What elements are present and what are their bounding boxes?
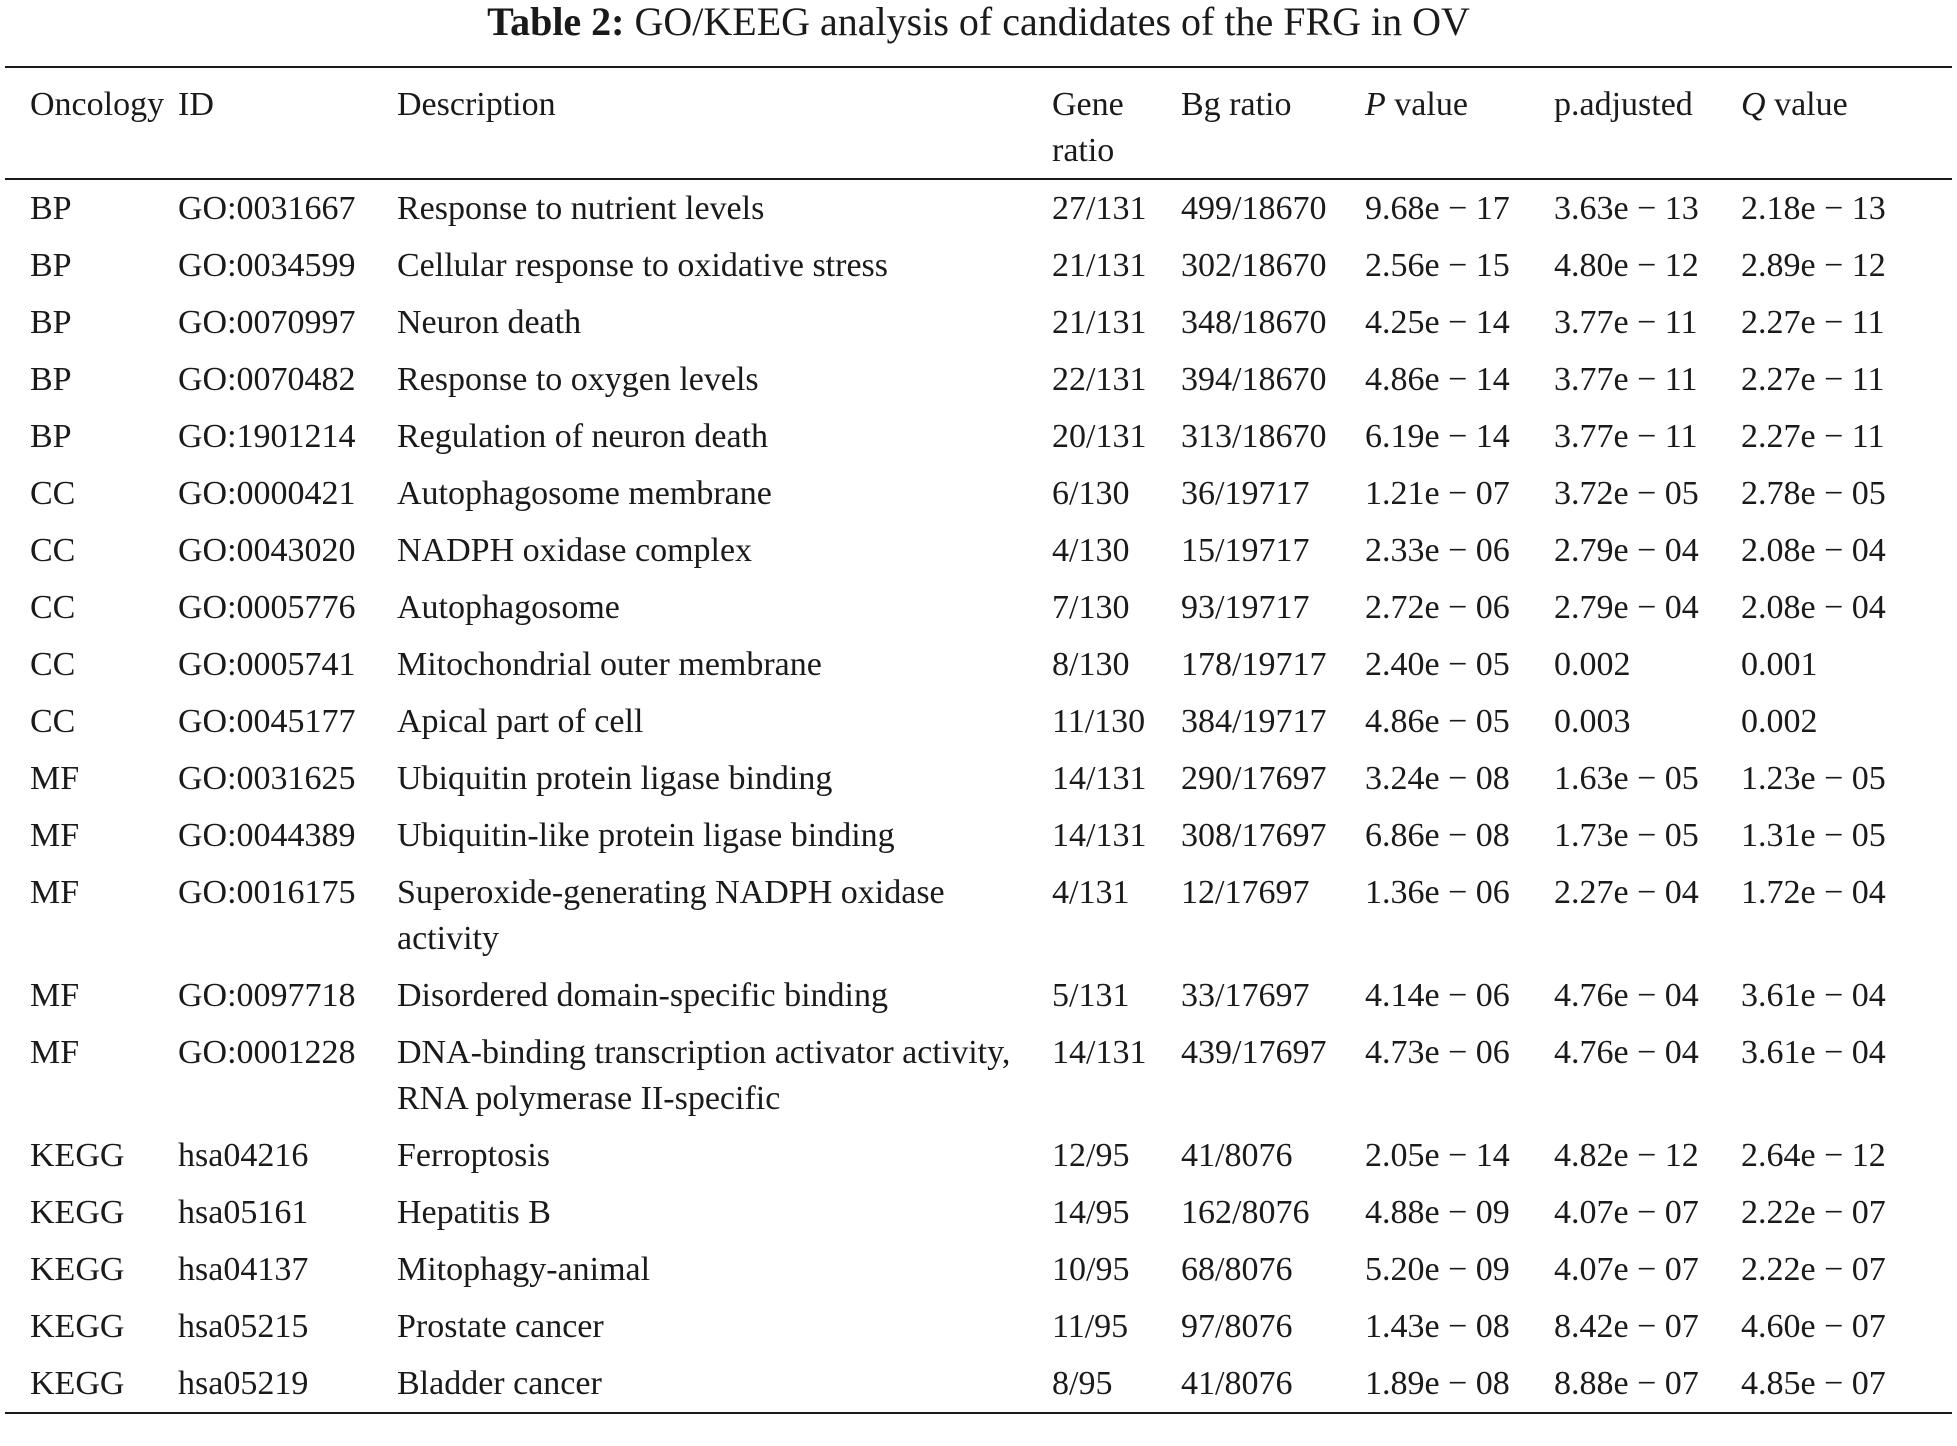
- cell-p-value: 2.33e − 06: [1365, 532, 1510, 569]
- cell-q-value: 3.61e − 04: [1741, 1034, 1886, 1071]
- cell-description: Superoxide-generating NADPH oxidase activity: [397, 874, 945, 957]
- cell-p-adjusted: 2.27e − 04: [1554, 874, 1699, 911]
- cell-oncology: CC: [30, 589, 76, 626]
- cell-p-adjusted: 8.88e − 07: [1554, 1365, 1699, 1402]
- cell-p-value: 1.21e − 07: [1365, 475, 1510, 512]
- cell-description: Autophagosome membrane: [397, 475, 772, 512]
- cell-p-value: 4.86e − 05: [1365, 703, 1510, 740]
- cell-gene-ratio: 10/95: [1052, 1251, 1130, 1288]
- cell-oncology: MF: [30, 760, 80, 797]
- cell-id: hsa05161: [178, 1194, 309, 1231]
- cell-q-value: 2.27e − 11: [1741, 304, 1885, 341]
- cell-id: GO:0031625: [178, 760, 356, 797]
- header-oncology: Oncology: [30, 86, 165, 123]
- cell-p-value: 4.14e − 06: [1365, 977, 1510, 1014]
- cell-p-value: 1.89e − 08: [1365, 1365, 1510, 1402]
- header-q-value: [1741, 67, 1952, 179]
- table-row: [5, 408, 1952, 465]
- cell-p-adjusted: 3.72e − 05: [1554, 475, 1699, 512]
- cell-p-value: 6.86e − 08: [1365, 817, 1510, 854]
- cell-gene-ratio: 7/130: [1052, 589, 1130, 626]
- table-row: [5, 294, 1952, 351]
- cell-description: Ubiquitin protein ligase binding: [397, 760, 833, 797]
- cell-oncology: CC: [30, 532, 76, 569]
- cell-p-value: 2.56e − 15: [1365, 247, 1510, 284]
- cell-oncology: CC: [30, 646, 76, 683]
- cell-id: GO:0016175: [178, 874, 356, 911]
- cell-p-adjusted: 3.63e − 13: [1554, 190, 1699, 227]
- header-q-value-word: value: [1774, 86, 1848, 123]
- cell-gene-ratio: 21/131: [1052, 304, 1147, 341]
- cell-bg-ratio: 302/18670: [1181, 247, 1327, 284]
- cell-q-value: 0.001: [1741, 646, 1818, 683]
- cell-oncology: KEGG: [30, 1194, 125, 1231]
- header-p-value: [1365, 67, 1554, 179]
- cell-p-value: 4.25e − 14: [1365, 304, 1510, 341]
- cell-description: DNA-binding transcription activator activity, RNA polymerase II-specific: [397, 1034, 1011, 1117]
- cell-oncology: CC: [30, 703, 76, 740]
- cell-q-value: 4.85e − 07: [1741, 1365, 1886, 1402]
- header-p-adjusted: p.adjusted: [1554, 86, 1693, 123]
- table-row: [5, 636, 1952, 693]
- cell-id: GO:0070482: [178, 361, 356, 398]
- table-row: [5, 1241, 1952, 1298]
- cell-id: hsa04137: [178, 1251, 309, 1288]
- cell-p-adjusted: 4.76e − 04: [1554, 1034, 1699, 1071]
- cell-bg-ratio: 290/17697: [1181, 760, 1327, 797]
- cell-p-value: 2.40e − 05: [1365, 646, 1510, 683]
- table-row: [5, 237, 1952, 294]
- header-bg-ratio: Bg ratio: [1181, 86, 1292, 123]
- cell-gene-ratio: 4/131: [1052, 874, 1130, 911]
- cell-gene-ratio: 22/131: [1052, 361, 1147, 398]
- cell-description: Regulation of neuron death: [397, 418, 769, 455]
- cell-description: Mitophagy-animal: [397, 1251, 651, 1288]
- cell-gene-ratio: 6/130: [1052, 475, 1130, 512]
- cell-p-value: 9.68e − 17: [1365, 190, 1510, 227]
- cell-oncology: MF: [30, 1034, 80, 1071]
- table-caption: [0, 0, 1957, 44]
- go-kegg-table: [5, 66, 1952, 1414]
- table-row: [5, 1184, 1952, 1241]
- cell-p-value: 1.43e − 08: [1365, 1308, 1510, 1345]
- cell-oncology: KEGG: [30, 1365, 125, 1402]
- cell-id: GO:0097718: [178, 977, 356, 1014]
- cell-gene-ratio: 27/131: [1052, 190, 1147, 227]
- cell-gene-ratio: 14/131: [1052, 760, 1147, 797]
- cell-description: Hepatitis B: [397, 1194, 551, 1231]
- cell-id: GO:1901214: [178, 418, 356, 455]
- table-row: [5, 750, 1952, 807]
- cell-p-adjusted: 3.77e − 11: [1554, 304, 1698, 341]
- cell-q-value: 2.08e − 04: [1741, 589, 1886, 626]
- cell-gene-ratio: 11/95: [1052, 1308, 1129, 1345]
- cell-p-value: 6.19e − 14: [1365, 418, 1510, 455]
- cell-oncology: KEGG: [30, 1137, 125, 1174]
- cell-id: GO:0031667: [178, 190, 356, 227]
- cell-q-value: 2.64e − 12: [1741, 1137, 1886, 1174]
- cell-q-value: 2.08e − 04: [1741, 532, 1886, 569]
- cell-id: GO:0044389: [178, 817, 356, 854]
- cell-oncology: BP: [30, 247, 72, 284]
- cell-bg-ratio: 41/8076: [1181, 1137, 1293, 1174]
- table-row: [5, 522, 1952, 579]
- cell-bg-ratio: 15/19717: [1181, 532, 1310, 569]
- cell-description: Cellular response to oxidative stress: [397, 247, 889, 284]
- cell-p-value: 4.88e − 09: [1365, 1194, 1510, 1231]
- cell-gene-ratio: 14/95: [1052, 1194, 1130, 1231]
- header-description: Description: [397, 86, 556, 123]
- header-row: [5, 67, 1952, 179]
- cell-gene-ratio: 21/131: [1052, 247, 1147, 284]
- cell-p-adjusted: 0.003: [1554, 703, 1631, 740]
- cell-id: GO:0005741: [178, 646, 356, 683]
- cell-p-adjusted: 1.63e − 05: [1554, 760, 1699, 797]
- cell-p-value: 4.73e − 06: [1365, 1034, 1510, 1071]
- cell-id: GO:0070997: [178, 304, 356, 341]
- table-caption-label: Table 2:: [487, 0, 625, 44]
- cell-bg-ratio: 499/18670: [1181, 190, 1327, 227]
- cell-q-value: 0.002: [1741, 703, 1818, 740]
- table-row: [5, 179, 1952, 237]
- cell-description: Ferroptosis: [397, 1137, 550, 1174]
- cell-q-value: 2.89e − 12: [1741, 247, 1886, 284]
- cell-id: GO:0000421: [178, 475, 356, 512]
- cell-q-value: 2.78e − 05: [1741, 475, 1886, 512]
- cell-id: GO:0001228: [178, 1034, 356, 1071]
- cell-q-value: 3.61e − 04: [1741, 977, 1886, 1014]
- table-row: [5, 465, 1952, 522]
- cell-p-value: 3.24e − 08: [1365, 760, 1510, 797]
- cell-p-value: 2.05e − 14: [1365, 1137, 1510, 1174]
- cell-oncology: KEGG: [30, 1308, 125, 1345]
- cell-description: Apical part of cell: [397, 703, 644, 740]
- cell-description: Neuron death: [397, 304, 582, 341]
- cell-p-adjusted: 3.77e − 11: [1554, 361, 1698, 398]
- cell-p-value: 1.36e − 06: [1365, 874, 1510, 911]
- cell-gene-ratio: 14/131: [1052, 817, 1147, 854]
- cell-q-value: 1.23e − 05: [1741, 760, 1886, 797]
- cell-p-value: 5.20e − 09: [1365, 1251, 1510, 1288]
- cell-gene-ratio: 5/131: [1052, 977, 1130, 1014]
- cell-oncology: BP: [30, 190, 72, 227]
- cell-bg-ratio: 93/19717: [1181, 589, 1310, 626]
- cell-p-adjusted: 8.42e − 07: [1554, 1308, 1699, 1345]
- cell-q-value: 2.18e − 13: [1741, 190, 1886, 227]
- cell-bg-ratio: 313/18670: [1181, 418, 1327, 455]
- cell-bg-ratio: 394/18670: [1181, 361, 1327, 398]
- table-row: [5, 807, 1952, 864]
- cell-bg-ratio: 348/18670: [1181, 304, 1327, 341]
- cell-id: hsa05215: [178, 1308, 309, 1345]
- cell-p-adjusted: 0.002: [1554, 646, 1631, 683]
- cell-p-adjusted: 4.07e − 07: [1554, 1194, 1699, 1231]
- cell-bg-ratio: 308/17697: [1181, 817, 1327, 854]
- cell-oncology: BP: [30, 304, 72, 341]
- cell-id: hsa05219: [178, 1365, 309, 1402]
- cell-description: Prostate cancer: [397, 1308, 604, 1345]
- cell-gene-ratio: 11/130: [1052, 703, 1146, 740]
- table-row: [5, 967, 1952, 1024]
- cell-description: Mitochondrial outer membrane: [397, 646, 822, 683]
- cell-description: Bladder cancer: [397, 1365, 602, 1402]
- table-row: [5, 579, 1952, 636]
- cell-description: Response to nutrient levels: [397, 190, 765, 227]
- cell-p-adjusted: 4.07e − 07: [1554, 1251, 1699, 1288]
- cell-bg-ratio: 36/19717: [1181, 475, 1310, 512]
- cell-gene-ratio: 20/131: [1052, 418, 1147, 455]
- cell-p-adjusted: 4.80e − 12: [1554, 247, 1699, 284]
- cell-p-value: 2.72e − 06: [1365, 589, 1510, 626]
- cell-id: hsa04216: [178, 1137, 309, 1174]
- cell-q-value: 2.27e − 11: [1741, 361, 1885, 398]
- header-p-value-word: value: [1394, 86, 1468, 123]
- cell-oncology: CC: [30, 475, 76, 512]
- cell-q-value: 2.22e − 07: [1741, 1194, 1886, 1231]
- table-row: [5, 1127, 1952, 1184]
- cell-q-value: 2.22e − 07: [1741, 1251, 1886, 1288]
- cell-q-value: 1.31e − 05: [1741, 817, 1886, 854]
- cell-bg-ratio: 97/8076: [1181, 1308, 1293, 1345]
- cell-bg-ratio: 12/17697: [1181, 874, 1310, 911]
- header-gene-ratio: Gene ratio: [1052, 86, 1124, 169]
- table-body: [5, 179, 1952, 1413]
- table-caption-title: GO/KEEG analysis of candidates of the FRG in OV: [634, 0, 1470, 44]
- table-row: [5, 1024, 1952, 1127]
- cell-q-value: 4.60e − 07: [1741, 1308, 1886, 1345]
- cell-id: GO:0045177: [178, 703, 356, 740]
- cell-bg-ratio: 68/8076: [1181, 1251, 1293, 1288]
- cell-oncology: MF: [30, 817, 80, 854]
- cell-id: GO:0005776: [178, 589, 356, 626]
- cell-oncology: BP: [30, 418, 72, 455]
- table-header: [5, 67, 1952, 179]
- cell-id: GO:0034599: [178, 247, 356, 284]
- cell-p-adjusted: 4.76e − 04: [1554, 977, 1699, 1014]
- cell-bg-ratio: 439/17697: [1181, 1034, 1327, 1071]
- cell-gene-ratio: 12/95: [1052, 1137, 1130, 1174]
- cell-id: GO:0043020: [178, 532, 356, 569]
- cell-p-adjusted: 1.73e − 05: [1554, 817, 1699, 854]
- cell-bg-ratio: 384/19717: [1181, 703, 1327, 740]
- table-row: [5, 693, 1952, 750]
- header-q-value-letter: Q: [1741, 86, 1766, 123]
- cell-description: Disordered domain-specific binding: [397, 977, 888, 1014]
- cell-p-adjusted: 2.79e − 04: [1554, 532, 1699, 569]
- cell-oncology: MF: [30, 977, 80, 1014]
- cell-description: Ubiquitin-like protein ligase binding: [397, 817, 895, 854]
- table-row: [5, 1298, 1952, 1355]
- cell-bg-ratio: 41/8076: [1181, 1365, 1293, 1402]
- cell-bg-ratio: 33/17697: [1181, 977, 1310, 1014]
- cell-description: Response to oxygen levels: [397, 361, 759, 398]
- cell-bg-ratio: 178/19717: [1181, 646, 1327, 683]
- table-row: [5, 351, 1952, 408]
- table-row: [5, 1355, 1952, 1413]
- table-row: [5, 864, 1952, 967]
- cell-p-adjusted: 2.79e − 04: [1554, 589, 1699, 626]
- cell-description: NADPH oxidase complex: [397, 532, 753, 569]
- cell-q-value: 1.72e − 04: [1741, 874, 1886, 911]
- cell-gene-ratio: 4/130: [1052, 532, 1130, 569]
- cell-p-adjusted: 4.82e − 12: [1554, 1137, 1699, 1174]
- cell-q-value: 2.27e − 11: [1741, 418, 1885, 455]
- header-id: ID: [178, 86, 214, 123]
- cell-oncology: KEGG: [30, 1251, 125, 1288]
- header-p-value-letter: P: [1365, 86, 1386, 123]
- cell-oncology: MF: [30, 874, 80, 911]
- cell-p-adjusted: 3.77e − 11: [1554, 418, 1698, 455]
- cell-oncology: BP: [30, 361, 72, 398]
- cell-description: Autophagosome: [397, 589, 620, 626]
- cell-bg-ratio: 162/8076: [1181, 1194, 1310, 1231]
- cell-p-value: 4.86e − 14: [1365, 361, 1510, 398]
- cell-gene-ratio: 14/131: [1052, 1034, 1147, 1071]
- cell-gene-ratio: 8/130: [1052, 646, 1130, 683]
- cell-gene-ratio: 8/95: [1052, 1365, 1113, 1402]
